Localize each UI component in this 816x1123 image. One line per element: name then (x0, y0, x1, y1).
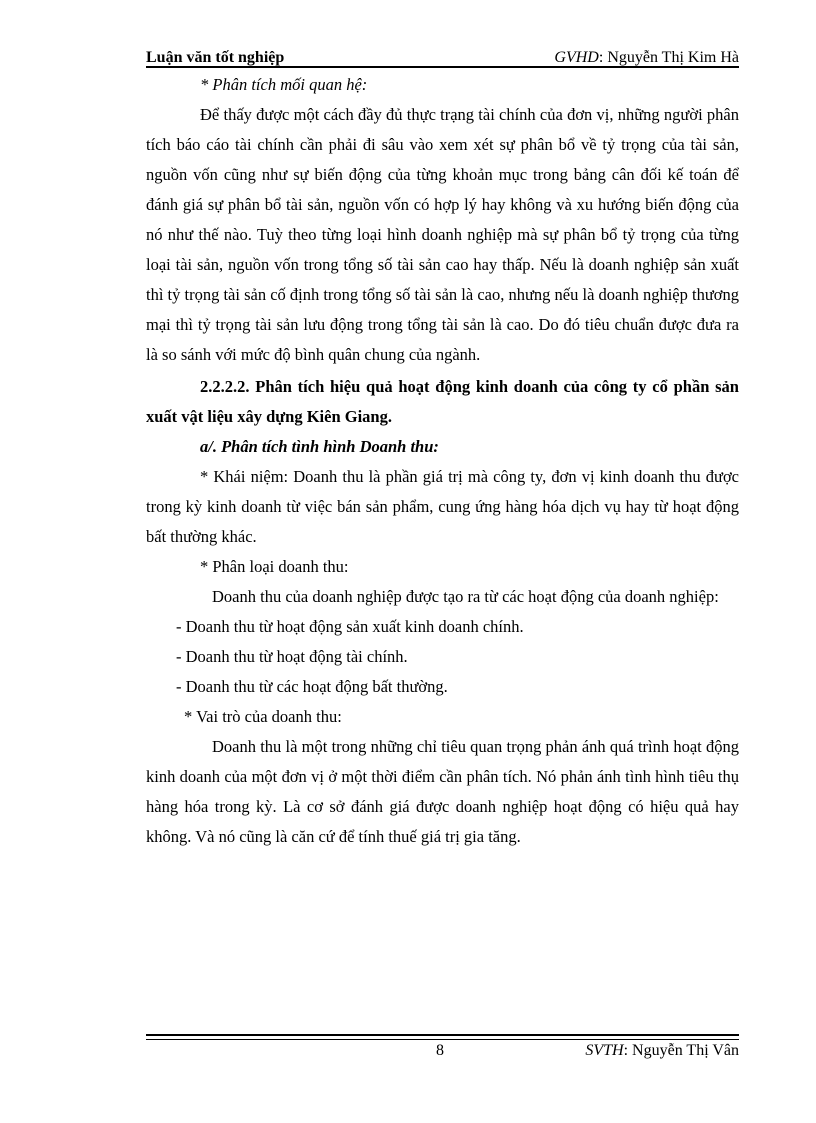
revenue-classification-intro: Doanh thu của doanh nghiệp được tạo ra từ các hoạt động của doanh nghiệp: (212, 587, 719, 606)
header-thesis-title: Luận văn tốt nghiệp (146, 49, 285, 66)
footer-student-label: SVTH (585, 1042, 624, 1059)
section-heading-2-2-2-2: 2.2.2.2. Phân tích hiệu quả hoạt động kinh doanh của công ty cổ phần sản xuất vật liệu xây dựng Kiên Giang. (146, 377, 739, 426)
header-advisor-name: Nguyễn Thị Kim Hà (607, 49, 739, 66)
footer-student (585, 1042, 739, 1060)
footer-student-name: Nguyễn Thị Vân (632, 1042, 739, 1059)
revenue-role-paragraph: Doanh thu là một trong những chỉ tiêu quan trọng phản ánh quá trình hoạt động kinh doanh của một đơn vị ở một thời điểm cần phân tích. Nó phản ánh tình hình tiêu thụ hàng hóa trong kỳ. Là cơ sở đánh giá được doanh nghiệp hoạt động có hiệu quả hay không. Và nó cũng là căn cứ để tính thuế giá trị gia tăng. (146, 737, 739, 846)
subsection-heading-revenue: a/. Phân tích tình hình Doanh thu: (200, 437, 439, 456)
list-item: - Doanh thu từ hoạt động sản xuất kinh doanh chính. (176, 617, 524, 636)
revenue-role-heading: * Vai trò của doanh thu: (184, 707, 342, 726)
page-body (146, 70, 739, 852)
page-number: 8 (436, 1042, 444, 1059)
revenue-concept-paragraph: * Khái niệm: Doanh thu là phần giá trị mà công ty, đơn vị kinh doanh thu được trong kỳ kinh doanh từ việc bán sản phẩm, cung ứng hàng hóa dịch vụ hay từ hoạt động bất thường khác. (146, 467, 739, 546)
footer-student-sep: : (623, 1042, 633, 1059)
list-item: - Doanh thu từ các hoạt động bất thường. (176, 677, 448, 696)
header-advisor-sep: : (598, 49, 608, 66)
header-advisor (554, 49, 739, 67)
relationship-analysis-paragraph: Để thấy được một cách đầy đủ thực trạng tài chính của đơn vị, những người phân tích báo cáo tài chính cần phải đi sâu vào xem xét sự phân bổ về tỷ trọng của tài sản, nguồn vốn cũng như sự biến động của từng khoản mục trong bảng cân đối kế toán để đánh giá sự phân bổ tài sản, nguồn vốn có hợp lý hay không và xu hướng biến động của nó như thế nào. Tuỳ theo từng loại hình doanh nghiệp mà sự phân bổ tỷ trọng của từng loại tài sản, nguồn vốn trong tổng số tài sản cao hay thấp. Nếu là doanh nghiệp sản xuất thì tỷ trọng tài sản cố định trong tổng số tài sản là cao, nhưng nếu là doanh nghiệp thương mại thì tỷ trọng tài sản lưu động trong tổng tài sản là cao. Do đó tiêu chuẩn được đưa ra là so sánh với mức độ bình quân chung của ngành. (146, 105, 740, 364)
footer-rule-thin (146, 1039, 739, 1040)
relationship-analysis-heading: * Phân tích mối quan hệ: (200, 75, 368, 94)
footer-rule-thick (146, 1034, 739, 1036)
page-footer (146, 1042, 739, 1064)
revenue-classification-heading: * Phân loại doanh thu: (200, 557, 349, 576)
header-rule (146, 66, 739, 68)
list-item: - Doanh thu từ hoạt động tài chính. (176, 647, 408, 666)
header-advisor-label: GVHD (554, 49, 599, 66)
